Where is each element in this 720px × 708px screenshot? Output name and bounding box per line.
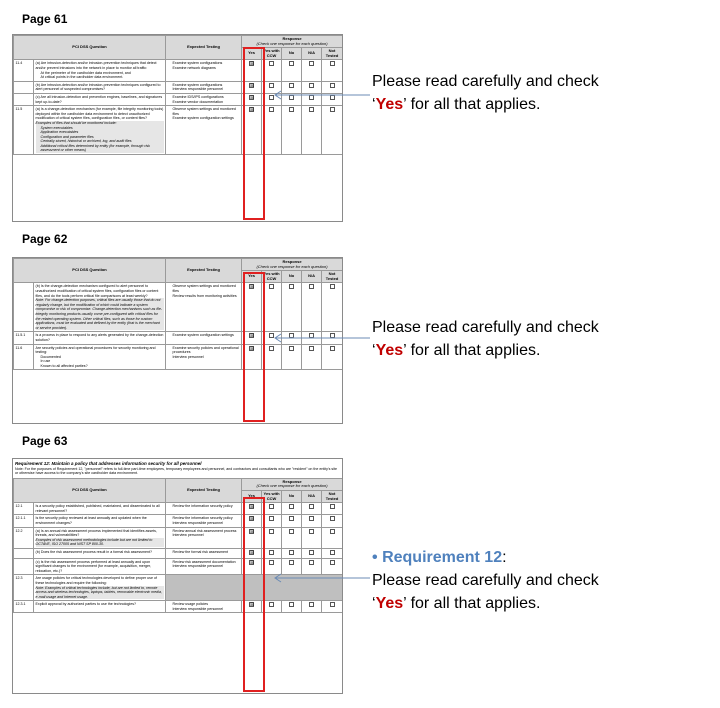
na-checkbox[interactable] [309, 602, 314, 607]
requirement-12-heading: • Requirement 12: [372, 549, 507, 566]
yes-checkbox[interactable]: ☒ [250, 345, 255, 351]
question-text: Are security policies and operational procedures for security monitoring and testing: • Documented • In use • Known to all affected parties? [34, 344, 166, 370]
nt-checkbox[interactable] [330, 284, 335, 289]
yes-checkbox[interactable]: ☒ [250, 284, 255, 290]
na-header: N/A [302, 271, 322, 283]
table-row [14, 503, 343, 515]
req-number: 11.4 [14, 60, 34, 81]
na-header: N/A [302, 48, 322, 60]
no-checkbox[interactable] [289, 516, 294, 521]
table-row [14, 515, 343, 527]
no-checkbox[interactable] [289, 83, 294, 88]
ccw-checkbox[interactable] [269, 529, 274, 534]
page-63-callout: • Requirement 12: Please read carefully and check ‘Yes’ for all that applies. [372, 546, 599, 615]
ccw-checkbox[interactable] [269, 346, 274, 351]
yes-checkbox[interactable]: ☒ [250, 504, 255, 510]
no-checkbox[interactable] [289, 560, 294, 565]
testing-text: • Review risk assessment documentation • Interview responsible personnel [166, 558, 242, 575]
ccw-checkbox[interactable] [269, 107, 274, 112]
table-row [14, 344, 343, 370]
yes-checkbox[interactable]: ☒ [250, 82, 255, 88]
response-header: Response (Check one response for each question) [242, 36, 343, 48]
question-text: (b) Is the change-detection mechanism configured to alert personnel to unauthorized modification of critical system files, configuration files or content files, and do the tools perform critical file comparisons at least weekly? Note: For change-detection purposes, critical files are usually those that do not regularly change, but the modification of which could indicate a system compromise or risk of compromise. Change-detection mechanisms such as file-integrity monitoring products usually come pre-configured with critical files for the related operating system. Other critical files, such as those for custom applications, must be evaluated and defined by the entity (that is the merchant or service provider). [34, 283, 166, 332]
page-62-label: Page 62 [22, 232, 68, 246]
question-header: PCI DSS Question [14, 259, 166, 283]
yes-checkbox[interactable]: ☒ [250, 61, 255, 67]
ccw-header: Yes with CCW [262, 48, 282, 60]
question-text: (b) Are intrusion-detection and/or intrusion-prevention techniques configured to alert personnel of suspected compromises? [34, 81, 166, 93]
nt-checkbox[interactable] [330, 550, 335, 555]
ccw-checkbox[interactable] [269, 83, 274, 88]
nt-checkbox[interactable] [330, 516, 335, 521]
na-checkbox[interactable] [309, 107, 314, 112]
no-checkbox[interactable] [289, 284, 294, 289]
yes-column-highlight [243, 272, 265, 422]
no-checkbox[interactable] [289, 61, 294, 66]
page-61-callout: Please read carefully and check ‘Yes’ for all that applies. [372, 73, 599, 113]
req-number: 11.5.1 [14, 332, 34, 344]
table-row [14, 548, 343, 558]
req-number: 12.2 [14, 527, 34, 548]
na-checkbox[interactable] [309, 83, 314, 88]
yes-header: Yes [242, 48, 262, 60]
yes-header: Yes [242, 491, 262, 503]
testing-text: • Review the formal risk assessment [166, 548, 242, 558]
req-number [14, 283, 34, 332]
na-header: N/A [302, 491, 322, 503]
page-62-callout: Please read carefully and check ‘Yes’ for all that applies. [372, 319, 599, 359]
yes-checkbox[interactable]: ☒ [250, 559, 255, 565]
nt-checkbox[interactable] [330, 346, 335, 351]
nt-checkbox[interactable] [330, 560, 335, 565]
na-checkbox[interactable] [309, 550, 314, 555]
testing-header: Expected Testing [166, 478, 242, 502]
req-number [14, 558, 34, 575]
yes-checkbox[interactable]: ☒ [250, 107, 255, 113]
na-checkbox[interactable] [309, 346, 314, 351]
testing-text: • Examine system configuration settings [166, 332, 242, 344]
nt-checkbox[interactable] [330, 504, 335, 509]
nt-checkbox[interactable] [330, 107, 335, 112]
no-checkbox[interactable] [289, 550, 294, 555]
req-number: 11.5 [14, 106, 34, 155]
testing-text: • Review annual risk assessment process • Interview personnel [166, 527, 242, 548]
no-header: No [282, 271, 302, 283]
ccw-checkbox[interactable] [269, 284, 274, 289]
yes-checkbox[interactable]: ☒ [250, 549, 255, 555]
yes-column-highlight [243, 497, 265, 692]
ccw-header: Yes with CCW [262, 271, 282, 283]
req-number: 12.3 [14, 575, 34, 601]
no-checkbox[interactable] [289, 346, 294, 351]
page-63-label: Page 63 [22, 434, 68, 448]
ccw-checkbox[interactable] [269, 504, 274, 509]
page-61-table-image [12, 34, 343, 222]
yes-header: Yes [242, 271, 262, 283]
question-text: Explicit approval by authorized parties to use the technologies? [34, 601, 166, 613]
testing-header: Expected Testing [166, 259, 242, 283]
no-checkbox[interactable] [289, 529, 294, 534]
nt-checkbox[interactable] [330, 529, 335, 534]
table-row [14, 106, 343, 155]
testing-text: • Review the information security policy [166, 503, 242, 515]
testing-text: • Review the information security policy • Interview responsible personnel [166, 515, 242, 527]
question-text: Is the security policy reviewed at least annually and updated when the environment changes? [34, 515, 166, 527]
yes-checkbox[interactable]: ☒ [250, 333, 255, 339]
page-61-label: Page 61 [22, 12, 68, 26]
testing-text: • Observe system settings and monitored files • Review results from monitoring activities [166, 283, 242, 332]
na-checkbox[interactable] [309, 516, 314, 521]
response-header: Response (Check one response for each question) [242, 478, 343, 490]
na-checkbox[interactable] [309, 529, 314, 534]
page-63-table [13, 478, 343, 614]
question-text: Is a process in place to respond to any alerts generated by the change-detection solution? [34, 332, 166, 344]
nt-checkbox[interactable] [330, 61, 335, 66]
req-number: 12.1.1 [14, 515, 34, 527]
no-checkbox[interactable] [289, 602, 294, 607]
req-number: 12.3.1 [14, 601, 34, 613]
page-62-table [13, 258, 343, 370]
question-text: Is a security policy established, published, maintained, and disseminated to all relevant personnel? [34, 503, 166, 515]
question-text: (a) Are intrusion-detection and/or intrusion-prevention techniques that detect and/or prevent intrusions into the network in place to monitor all traffic: • At the perimeter of the cardholder data environment, and • At critical points in the cardholder data environment. [34, 60, 166, 81]
testing-text: • Examine system configurations • Examine network diagrams [166, 60, 242, 81]
table-row [14, 60, 343, 81]
testing-text: • Review usage policies • Interview responsible personnel [166, 601, 242, 613]
testing-text: • Examine IDS/IPS configurations • Examine vendor documentation [166, 93, 242, 105]
nt-header: Not Tested [322, 491, 343, 503]
ccw-checkbox[interactable] [269, 516, 274, 521]
ccw-checkbox[interactable] [269, 550, 274, 555]
arrow-icon [272, 333, 372, 345]
ccw-header: Yes with CCW [262, 491, 282, 503]
question-text: (a) Is an annual risk assessment process implemented that identifies assets, threats, and vulnerabilities? Examples of risk assessment methodologies include but are not limited to OCTAVE, ISO 27005 and NIST SP 800-30. [34, 527, 166, 548]
req-number: 12.1 [14, 503, 34, 515]
req-number [14, 81, 34, 93]
no-checkbox[interactable] [289, 107, 294, 112]
na-checkbox[interactable] [309, 560, 314, 565]
testing-text: • Examine security policies and operational procedures • Interview personnel [166, 344, 242, 370]
ccw-checkbox[interactable] [269, 61, 274, 66]
na-checkbox[interactable] [309, 61, 314, 66]
req-number [14, 93, 34, 105]
na-checkbox[interactable] [309, 504, 314, 509]
question-header: PCI DSS Question [14, 36, 166, 60]
testing-text: • Examine system configurations • Interview responsible personnel [166, 81, 242, 93]
arrow-icon [272, 90, 372, 102]
table-row [14, 601, 343, 613]
yes-checkbox[interactable]: ☒ [250, 94, 255, 100]
testing-header: Expected Testing [166, 36, 242, 60]
req-number: 11.6 [14, 344, 34, 370]
question-header: PCI DSS Question [14, 478, 166, 502]
no-checkbox[interactable] [289, 504, 294, 509]
nt-header: Not Tested [322, 271, 343, 283]
arrow-icon [272, 573, 372, 585]
requirement-note: Note: For the purposes of Requirement 12, "personnel" refers to full-time part-time employees, temporary employees and personnel, and contractors and consultants who are "resident" on the entity's site or otherwise have access to the company's site cardholder data environment. [15, 467, 338, 476]
question-text: (c) Are all intrusion-detection and prevention engines, baselines, and signatures kept up-to-date? [34, 93, 166, 105]
question-text: (b) Does the risk assessment process result in a formal risk assessment? [34, 548, 166, 558]
nt-checkbox[interactable] [330, 602, 335, 607]
requirement-title: Requirement 12: Maintain a policy that addresses information security for all personnel [15, 461, 202, 466]
yes-checkbox[interactable]: ☒ [250, 602, 255, 608]
yes-checkbox[interactable]: ☒ [250, 528, 255, 534]
table-row [14, 527, 343, 548]
req-number [14, 548, 34, 558]
question-text: Are usage policies for critical technologies developed to define proper use of these technologies and require the following: Note: Examples of critical technologies include, but are not limited to, remote access and wireless technologies, laptops, tablets, removable electronic media, e-mail usage and Internet usage. [34, 575, 166, 601]
question-text: (a) Is a change-detection mechanism (for example, file integrity monitoring tools) deployed within the cardholder data environment to detect unauthorized modification of critical system files, configuration files, or content files? Examples of files that should be monitored include: • System executables • Application executables • Configuration and parameter files • Centrally stored, historical or archived, log, and audit files • Additional critical files determined by entity (for example, through risk assessment or other means) [34, 106, 166, 155]
no-header: No [282, 491, 302, 503]
nt-header: Not Tested [322, 48, 343, 60]
nt-checkbox[interactable] [330, 83, 335, 88]
yes-column-highlight [243, 47, 265, 220]
yes-checkbox[interactable]: ☒ [250, 516, 255, 522]
table-row [14, 283, 343, 332]
question-text: (c) Is the risk assessment process performed at least annually and upon significant changes to the environment (for example, acquisition, merger, relocation, etc.)? [34, 558, 166, 575]
ccw-checkbox[interactable] [269, 560, 274, 565]
ccw-checkbox[interactable] [269, 602, 274, 607]
na-checkbox[interactable] [309, 284, 314, 289]
response-header: Response (Check one response for each question) [242, 259, 343, 271]
no-header: No [282, 48, 302, 60]
testing-text: • Observe system settings and monitored files • Examine system configuration settings [166, 106, 242, 155]
